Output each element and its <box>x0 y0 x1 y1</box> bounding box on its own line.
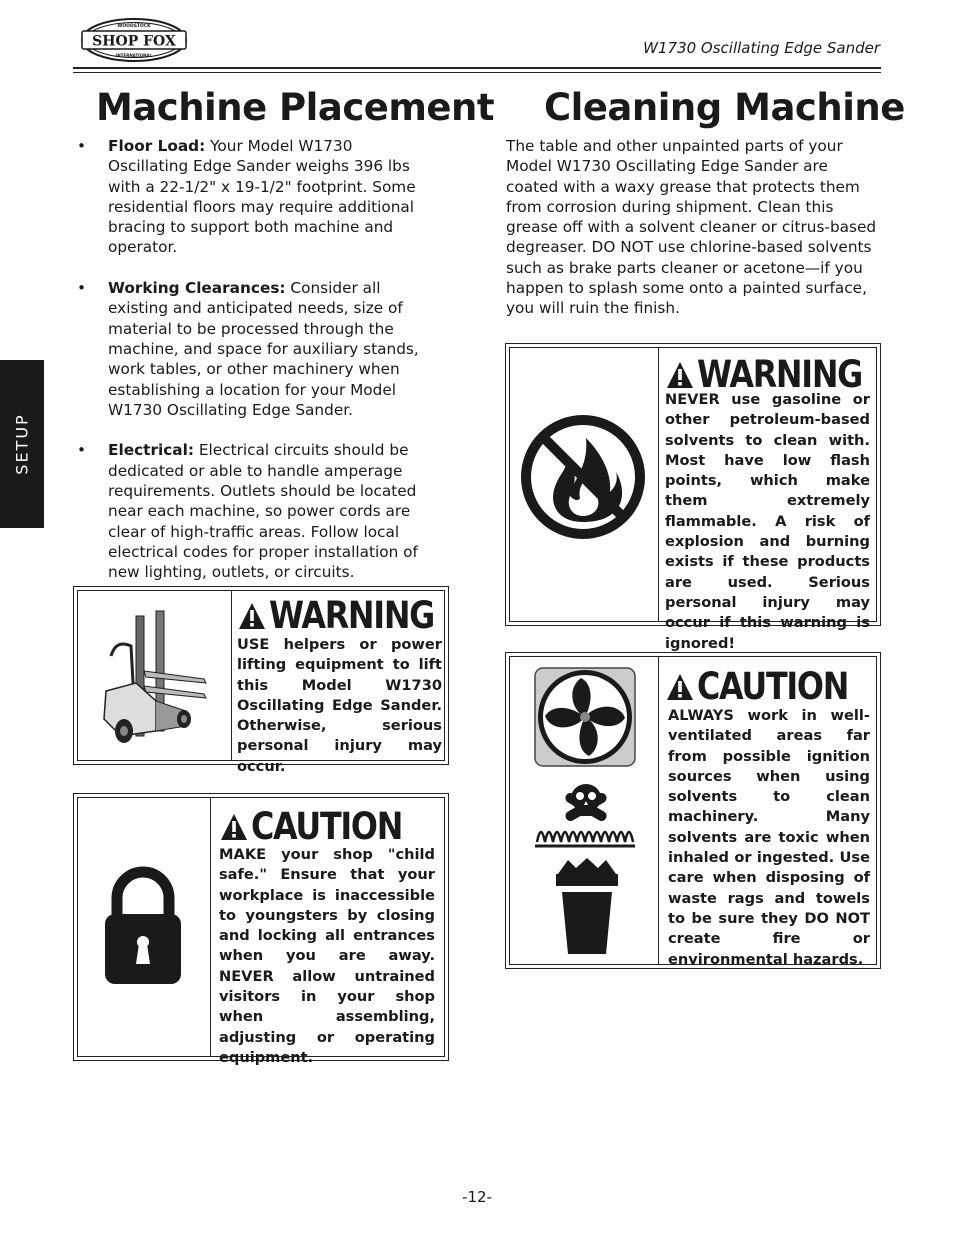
lift-warning-box <box>73 586 449 775</box>
machine-placement-title: Machine Placement <box>96 86 495 129</box>
list-item <box>76 136 436 258</box>
machine-placement-list <box>76 136 436 603</box>
section-side-tab <box>0 360 44 528</box>
solvent-warning-box <box>505 343 881 652</box>
cleaning-machine-paragraph: The table and other unpainted parts of your Model W1730 Oscillating Edge Sander are coated with a waxy grease that protects them from corrosion during shipment. Clean this grease off with a solvent cleaner or citrus-based degreaser. DO NOT use chlorine-based solvents such as brake parts cleaner or acetone—if you happen to splash some onto a painted surface, you will ruin the finish. <box>506 137 877 318</box>
logo-ring-bottom: INTERNATIONAL <box>115 53 153 58</box>
padlock-icon <box>101 864 185 994</box>
list-item-text: Consider all existing and anticipated needs, size of material to be processed through the machine, and space for auxiliary stands, work tables, or other machinery when establishing a location for your Model W1730 Oscillating Edge Sander. <box>108 279 419 419</box>
page-number: -12- <box>462 1188 492 1206</box>
cleaning-machine-title: Cleaning Machine <box>544 86 905 129</box>
header-rule-thin <box>73 72 881 73</box>
list-item-term: Working Clearances: <box>108 279 286 298</box>
caution-label: CAUTION <box>251 805 403 848</box>
list-item-text: Electrical circuits should be dedicated or able to handle amperage requirements. Outlets should be located near each machine, so power cords are clear of high-traffic areas. Follow local electrical codes for proper installation of new lighting, outlets, or circuits. <box>108 441 418 582</box>
side-tab-label: SETUP <box>12 413 32 475</box>
document-title: W1730 Oscillating Edge Sander <box>643 39 880 57</box>
caution-triangle-icon <box>665 672 695 702</box>
toxic-skull-icon <box>531 778 639 850</box>
ventilation-caution-text: ALWAYS work in well-ventilated areas far from possible ignition sources when using solvents to clean machinery. Many solvents are toxic when inhaled or ingested. Use care when disposing of waste rags and towels to be sure they DO NOT create fire or environmental hazards. <box>668 707 870 968</box>
logo-text: SHOP FOX <box>92 33 176 50</box>
no-flame-icon <box>516 410 650 544</box>
child-safe-caution-text: MAKE your shop "child safe." Ensure that your workplace is inaccessible to youngsters by closing and locking all entrances when you are away. NEVER allow untrained visitors in your shop when assembling, adjusting or operating equipment. <box>219 846 435 1066</box>
list-item-text: Your Model W1730 Oscillating Edge Sander weighs 396 lbs with a 22-1/2" x 19-1/2" footprint. Some residential floors may require additional bracing to support both machine and operator. <box>108 137 416 257</box>
caution-triangle-icon <box>219 812 249 842</box>
warning-triangle-icon <box>665 360 695 390</box>
caution-header <box>219 805 427 848</box>
child-safe-caution-box <box>73 793 449 1066</box>
warning-label: WARNING <box>697 353 862 396</box>
ventilation-caution-box <box>505 652 881 969</box>
list-item-term: Electrical: <box>108 441 194 460</box>
exhaust-fan-icon <box>533 666 637 768</box>
hand-truck-icon <box>96 601 216 751</box>
logo-ring-top: WOODSTOCK <box>117 24 151 29</box>
lift-warning-text: USE helpers or power lifting equipment to lift this Model W1730 Oscillating Edge Sander. Otherwise, serious personal injury may occur. <box>237 636 442 775</box>
list-item-term: Floor Load: <box>108 137 206 155</box>
warning-triangle-icon <box>237 601 267 631</box>
caution-header <box>665 665 873 708</box>
shop-fox-logo <box>80 17 188 63</box>
solvent-warning-text: NEVER use gasoline or other petroleum-based solvents to clean with. Most have low flash points, which make them extremely flammable. A risk of explosion and burning exists if these products are used. Serious personal injury may occur if this warning is ignored! <box>665 391 870 652</box>
warning-header <box>237 594 461 637</box>
warning-header <box>665 353 889 396</box>
list-item <box>76 278 436 420</box>
caution-label: CAUTION <box>697 665 849 708</box>
header-rule-thick <box>73 67 881 69</box>
warning-label: WARNING <box>269 594 434 637</box>
list-item <box>76 440 436 582</box>
waste-can-fire-icon <box>554 858 620 956</box>
